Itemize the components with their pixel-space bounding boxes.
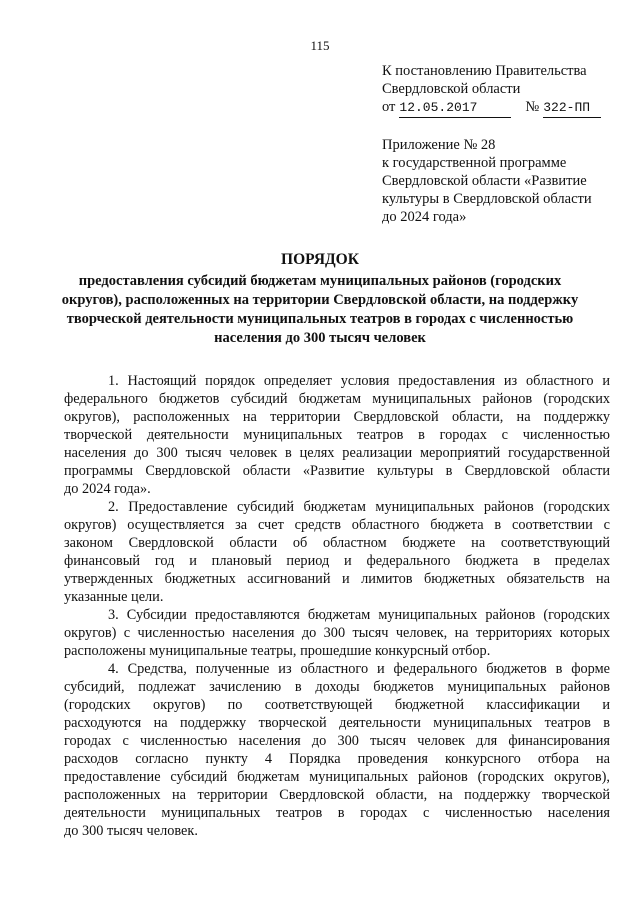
text-line: указанные цели. — [64, 589, 164, 605]
text-line: предоставление субсидий бюджетам муниципальных районов (городских округов), — [64, 769, 610, 785]
subtitle-line: населения до 300 тысяч человек — [214, 330, 426, 346]
text-line: округов) осуществляется за счет средств областного бюджета в соответствии с — [64, 517, 610, 533]
approval-block — [382, 62, 622, 118]
text-line: расположены муниципальные театры, прошедшие конкурсный отбор. — [64, 643, 491, 659]
appendix-line: к государственной программе — [382, 155, 567, 171]
paragraph-2 — [64, 498, 610, 606]
text-line: 1. Настоящий порядок определяет условия предоставления из областного и — [108, 373, 610, 389]
text-line: до 300 тысяч человек. — [64, 823, 198, 839]
appendix-line: до 2024 года» — [382, 209, 467, 225]
text-line: расходов согласно пункту 4 Порядка проведения конкурсного отбора на — [64, 751, 610, 767]
text-line: 3. Субсидии предоставляются бюджетам муниципальных районов (городских — [108, 607, 610, 623]
text-line: до 2024 года». — [64, 481, 151, 497]
text-line: расположенных на территории Свердловской области, на поддержку творческой — [64, 787, 610, 803]
page-number: 115 — [310, 38, 330, 53]
appendix-line: культуры в Свердловской области — [382, 191, 592, 207]
approval-line-1: К постановлению Правительства — [382, 63, 587, 79]
text-line: законом Свердловской области об областном бюджете на соответствующий — [64, 535, 610, 551]
text-line: финансовый год и плановый период и федерального бюджета в пределах — [64, 553, 610, 569]
document-body — [64, 372, 610, 840]
text-line: расходуются на поддержку творческой деятельности муниципальных театров в — [64, 715, 610, 731]
subtitle-line: округов), расположенных на территории Свердловской области, на поддержку — [61, 292, 579, 308]
text-line: 4. Средства, полученные из областного и федерального бюджетов в форме — [108, 661, 610, 677]
paragraph-1 — [64, 372, 610, 498]
approval-line-2: Свердловской области — [382, 81, 521, 97]
appendix-line: Свердловской области «Развитие — [382, 173, 587, 189]
text-line: субсидий, подлежат зачислению в доходы бюджетов муниципальных районов — [64, 679, 610, 695]
subtitle-line: предоставления субсидий бюджетам муниципальных районов (городских — [78, 273, 562, 289]
approval-date-line — [382, 98, 622, 118]
number-label: № — [525, 99, 540, 115]
text-line: округов), расположенных на территории Свердловской области, на поддержку — [64, 409, 610, 425]
date-prefix: от — [382, 99, 396, 115]
approval-number: 322-ПП — [543, 100, 591, 115]
document-title: ПОРЯДОК — [281, 251, 359, 268]
text-line: городах с численностью населения до 300 тысяч человек для финансирования — [64, 733, 610, 749]
appendix-line: Приложение № 28 — [382, 137, 496, 153]
text-line: 2. Предоставление субсидий бюджетам муниципальных районов (городских — [108, 499, 610, 515]
paragraph-3 — [64, 606, 610, 660]
text-line: населения до 300 тысяч человек в целях реализации мероприятий государственной — [64, 445, 610, 461]
text-line: федерального бюджетов субсидий бюджетам муниципальных районов (городских — [64, 391, 610, 407]
text-line: (городских округов) по соответствующей бюджетной классификации и — [64, 697, 610, 713]
text-line: программы Свердловской области «Развитие культуры в Свердловской области — [64, 463, 610, 479]
text-line: деятельности муниципальных театров в городах с численностью населения — [64, 805, 610, 821]
text-line: творческой деятельности муниципальных театров в городах с численностью — [64, 427, 610, 443]
text-line: утвержденных бюджетных ассигнований и лимитов бюджетных обязательств на — [64, 571, 610, 587]
appendix-block — [382, 136, 622, 226]
paragraph-4 — [64, 660, 610, 840]
subtitle-line: творческой деятельности муниципальных театров в городах с численностью — [66, 311, 574, 327]
text-line: округов) с численностью населения до 300 тысяч человек, на территориях которых — [64, 625, 610, 641]
document-subtitle — [60, 272, 580, 348]
approval-date: 12.05.2017 — [399, 100, 478, 115]
